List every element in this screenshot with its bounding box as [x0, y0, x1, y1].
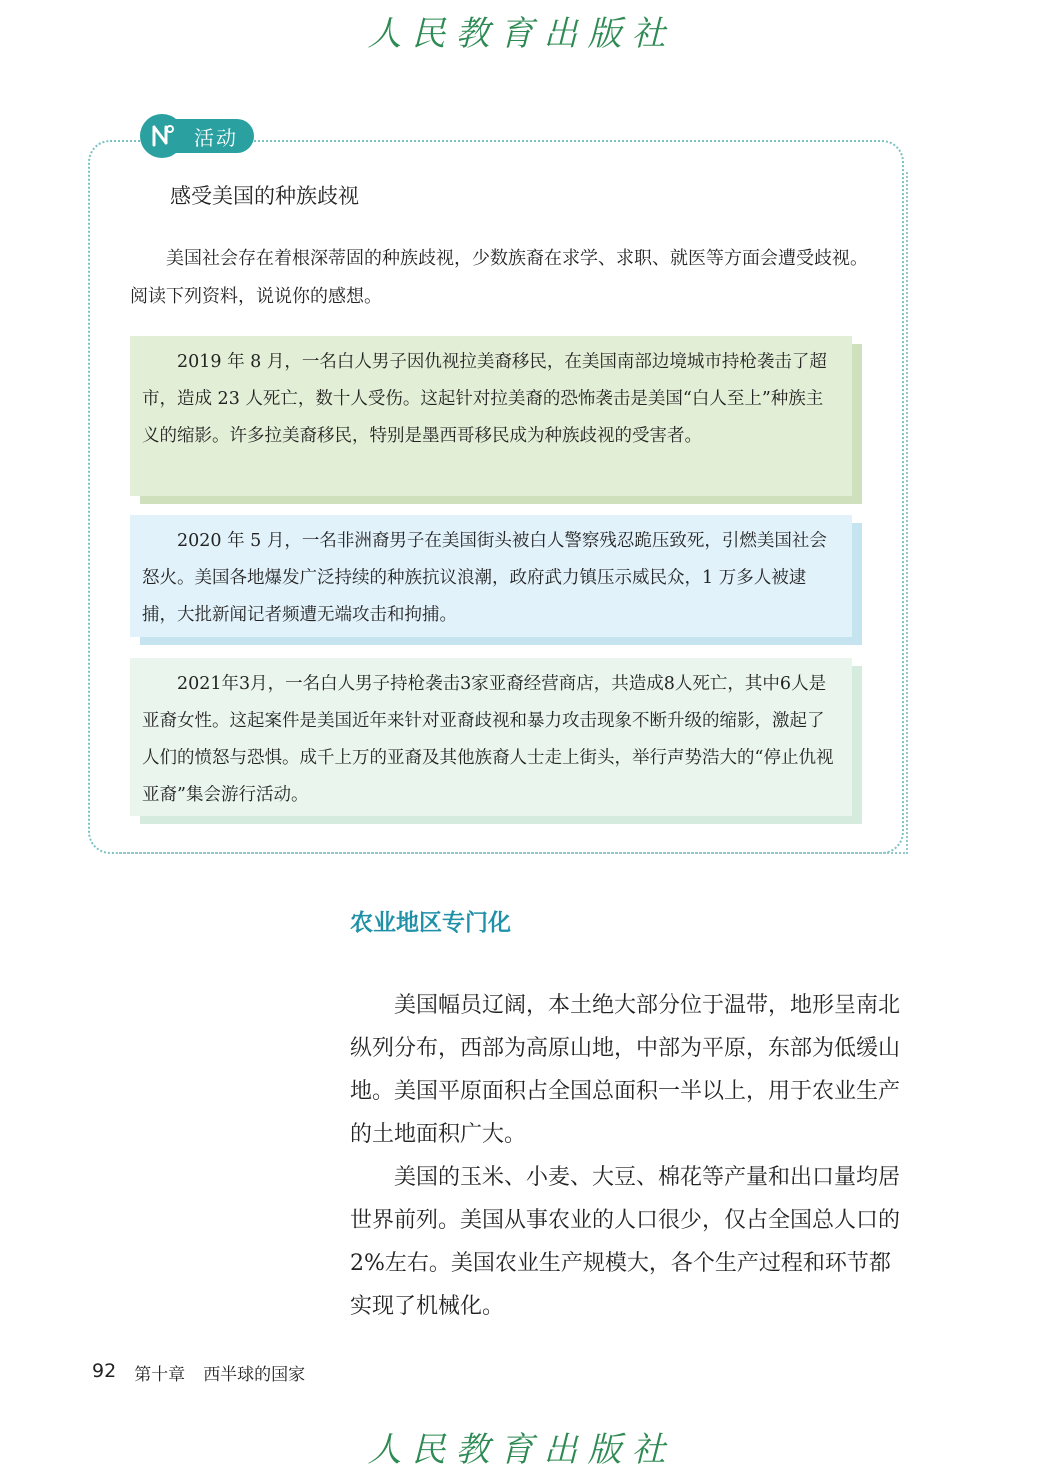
activity-title: 感受美国的种族歧视: [170, 184, 359, 208]
chapter-label: 第十章: [134, 1365, 186, 1385]
page-number: 92: [92, 1360, 117, 1382]
section-heading: 农业地区专门化: [350, 910, 511, 936]
activity-intro: 美国社会存在着根深蒂固的种族歧视，少数族裔在求学、求职、就医等方面会遭受歧视。阅读下列资料，说说你的感想。: [130, 248, 868, 307]
body-paragraph: 美国幅员辽阔，本土绝大部分位于温带，地形呈南北纵列分布，西部为高原山地，中部为平原，东部为低缓山地。美国平原面积占全国总面积一半以上，用于农业生产的土地面积广大。: [350, 993, 901, 1147]
section-body: [350, 984, 910, 1328]
material-card-2: 2020 年 5 月，一名非洲裔男子在美国街头被白人警察残忍跪压致死，引燃美国社会怒火。美国各地爆发广泛持续的种族抗议浪潮，政府武力镇压示威民众，1 万多人被逮捕，大批新闻记者频遭无端攻击和拘捕。: [130, 515, 852, 637]
chapter-title: 西半球的国家: [203, 1365, 306, 1385]
body-paragraph: 美国的玉米、小麦、大豆、棉花等产量和出口量均居世界前列。美国从事农业的人口很少，仅占全国总人口的2%左右。美国农业生产规模大，各个生产过程和环节都实现了机械化。: [350, 1165, 901, 1319]
page-footer: [92, 1360, 305, 1385]
activity-box-shadow-right: [906, 172, 908, 854]
activity-badge: [140, 114, 254, 158]
publisher-logo-bottom: 人民教育出版社: [367, 1430, 676, 1470]
material-card-1: 2019 年 8 月，一名白人男子因仇视拉美裔移民，在美国南部边境城市持枪袭击了超市，造成 23 人死亡，数十人受伤。这起针对拉美裔的恐怖袭击是美国“白人至上”种族主义的缩影。许多拉美裔移民，特别是墨西哥移民成为种族歧视的受害者。: [130, 336, 852, 496]
material-card-3: 2021年3月，一名白人男子持枪袭击3家亚裔经营商店，共造成8人死亡，其中6人是亚裔女性。这起案件是美国近年来针对亚裔歧视和暴力攻击现象不断升级的缩影，激起了人们的愤怒与恐惧。成千上万的亚裔及其他族裔人士走上街头，举行声势浩大的“停止仇视亚裔”集会游行活动。: [130, 658, 852, 816]
publisher-logo-top: 人民教育出版社: [367, 14, 676, 54]
activity-box-shadow-bottom: [116, 852, 908, 854]
activity-icon: [140, 114, 184, 158]
activity-badge-label: 活动: [174, 119, 254, 153]
